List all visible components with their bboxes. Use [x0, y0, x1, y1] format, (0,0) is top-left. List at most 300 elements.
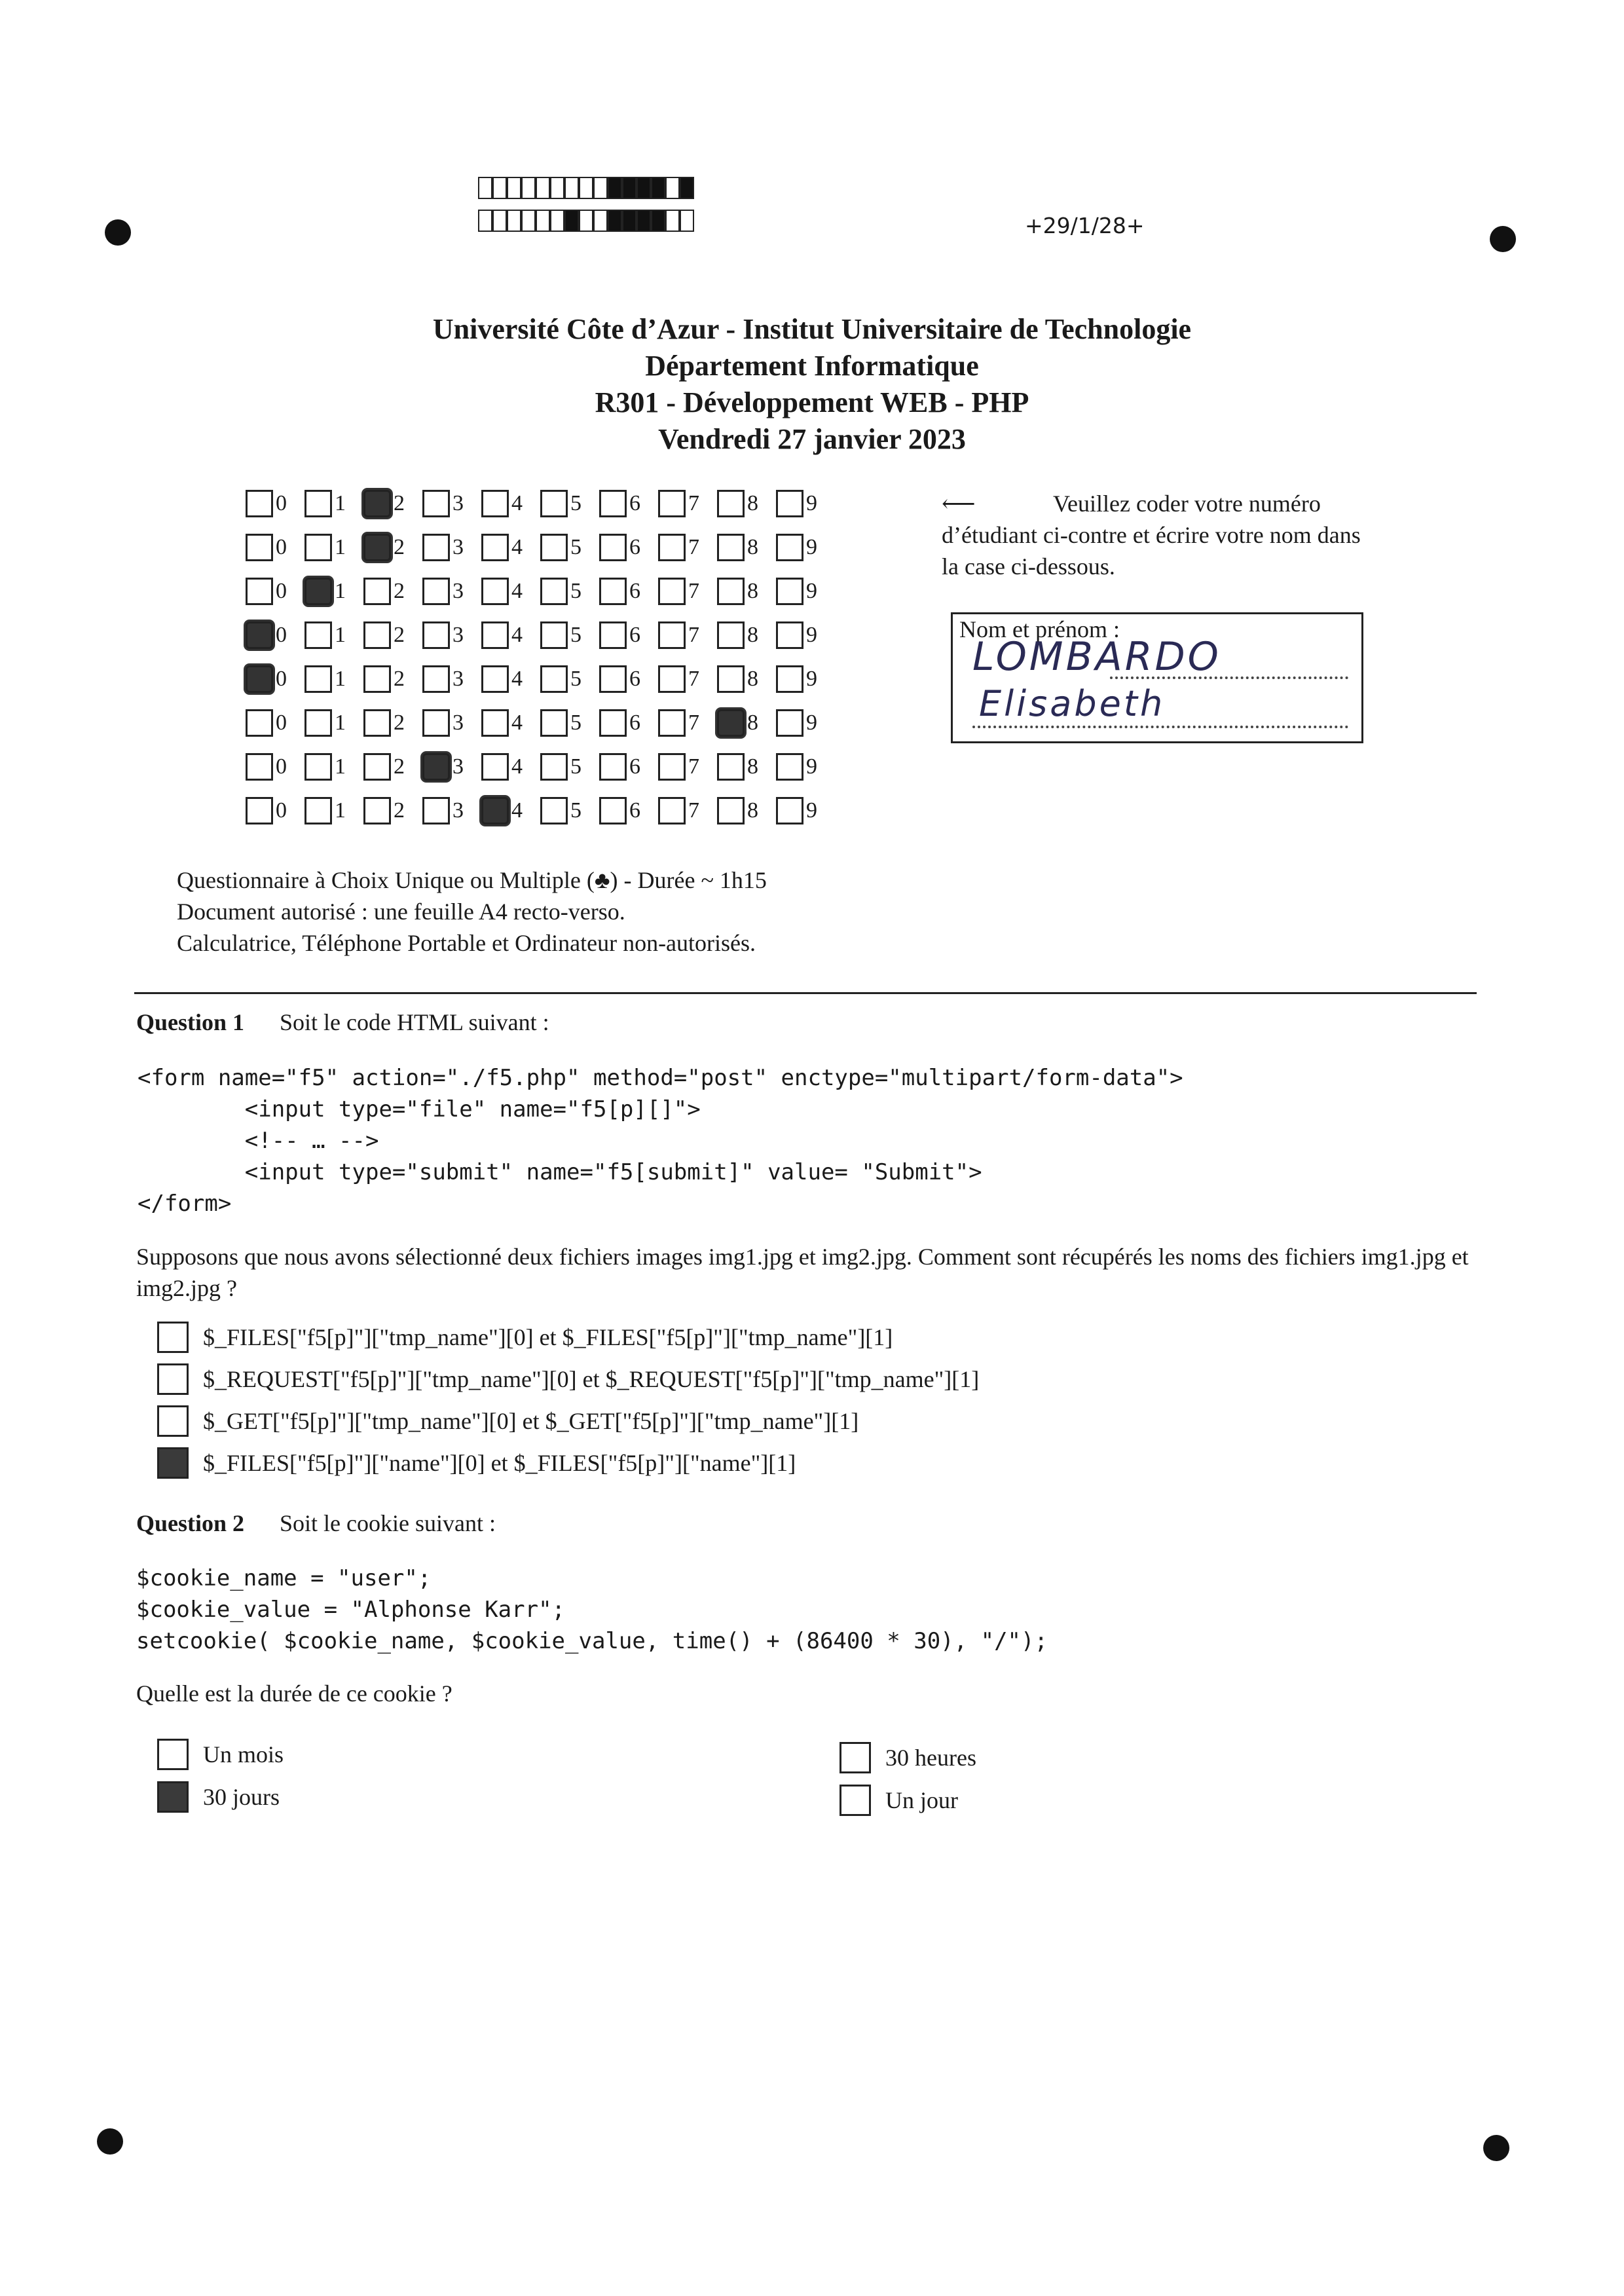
name-box-label: Nom et prénom :	[959, 616, 1120, 642]
digit-checkbox-checked[interactable]	[304, 578, 332, 605]
digit-label: 5	[570, 622, 581, 647]
question-2-title: Question 2	[136, 1510, 245, 1536]
digit-label: 0	[276, 491, 287, 515]
digit-label: 7	[688, 534, 699, 559]
answer-checkbox[interactable]	[840, 1742, 871, 1773]
digit-option[interactable]	[717, 490, 776, 517]
digit-label: 6	[629, 534, 640, 559]
digit-option[interactable]	[304, 753, 363, 781]
digit-option[interactable]	[658, 665, 717, 693]
digit-label: 8	[747, 754, 758, 779]
digit-label: 4	[511, 491, 523, 515]
digit-option[interactable]	[422, 621, 481, 649]
digit-option[interactable]	[658, 578, 717, 605]
question-1-code: <form name="f5" action="./f5.php" method="post" enctype="multipart/form-data"> <input type="file" name="f5[p][]"> <!-- … --> <input type="submit" name="f5[submit]" value= "Submit"> </form>	[138, 1065, 1183, 1217]
digit-option[interactable]	[246, 665, 304, 693]
digit-label: 8	[747, 578, 758, 603]
digit-checkbox[interactable]	[599, 709, 627, 737]
digit-label: 5	[570, 666, 581, 691]
digit-checkbox[interactable]	[658, 534, 686, 561]
digit-checkbox[interactable]	[599, 621, 627, 649]
digit-checkbox-checked[interactable]	[422, 753, 450, 781]
digit-label: 0	[276, 534, 287, 559]
digit-checkbox[interactable]	[246, 709, 273, 737]
digit-option[interactable]	[246, 534, 304, 561]
digit-label: 2	[394, 798, 405, 823]
digit-checkbox[interactable]	[246, 490, 273, 517]
digit-option[interactable]	[540, 534, 599, 561]
digit-option[interactable]	[658, 490, 717, 517]
digit-checkbox[interactable]	[540, 709, 568, 737]
digit-label: 1	[335, 491, 346, 515]
digit-checkbox[interactable]	[422, 665, 450, 693]
digit-label: 4	[511, 622, 523, 647]
digit-label: 7	[688, 666, 699, 691]
digit-option[interactable]	[658, 797, 717, 824]
digit-option[interactable]	[776, 490, 835, 517]
answer-label: 30 jours	[203, 1784, 280, 1810]
digit-label: 1	[335, 754, 346, 779]
digit-option[interactable]	[599, 753, 658, 781]
digit-option[interactable]	[599, 709, 658, 737]
handwritten-last-name: LOMBARDO	[972, 634, 1221, 680]
digit-label: 8	[747, 622, 758, 647]
student-number-row	[246, 613, 835, 657]
digit-option[interactable]	[658, 534, 717, 561]
digit-option[interactable]	[481, 490, 540, 517]
question-1-answer[interactable]	[157, 1447, 796, 1479]
answer-checkbox-checked[interactable]	[157, 1447, 189, 1479]
digit-label: 7	[688, 578, 699, 603]
digit-checkbox[interactable]	[481, 665, 509, 693]
digit-label: 2	[394, 754, 405, 779]
digit-label: 8	[747, 666, 758, 691]
digit-option[interactable]	[658, 621, 717, 649]
digit-checkbox[interactable]	[776, 621, 803, 649]
digit-checkbox[interactable]	[304, 709, 332, 737]
student-number-row	[246, 788, 835, 832]
digit-label: 6	[629, 710, 640, 735]
answer-checkbox[interactable]	[157, 1405, 189, 1437]
digit-checkbox[interactable]	[304, 797, 332, 824]
registration-mark-top-left	[105, 219, 131, 246]
digit-checkbox-checked[interactable]	[363, 490, 391, 517]
left-arrow-icon: ⟵	[942, 491, 976, 517]
digit-option[interactable]	[717, 578, 776, 605]
digit-checkbox[interactable]	[363, 797, 391, 824]
exam-info	[177, 864, 767, 959]
digit-option[interactable]	[540, 709, 599, 737]
digit-option[interactable]	[363, 578, 422, 605]
digit-checkbox[interactable]	[658, 797, 686, 824]
digit-option[interactable]	[304, 797, 363, 824]
digit-checkbox[interactable]	[304, 665, 332, 693]
digit-option[interactable]	[776, 578, 835, 605]
digit-option[interactable]	[363, 709, 422, 737]
digit-option[interactable]	[540, 621, 599, 649]
digit-checkbox[interactable]	[304, 753, 332, 781]
digit-option[interactable]	[717, 709, 776, 737]
digit-label: 9	[806, 798, 817, 823]
digit-option[interactable]	[599, 621, 658, 649]
digit-checkbox[interactable]	[481, 621, 509, 649]
question-2-text: Quelle est la durée de ce cookie ?	[136, 1680, 452, 1707]
digit-option[interactable]	[776, 709, 835, 737]
digit-option[interactable]	[540, 490, 599, 517]
digit-checkbox-checked[interactable]	[481, 797, 509, 824]
digit-label: 3	[452, 534, 464, 559]
digit-checkbox[interactable]	[540, 534, 568, 561]
digit-label: 9	[806, 754, 817, 779]
digit-option[interactable]	[422, 534, 481, 561]
digit-checkbox[interactable]	[776, 578, 803, 605]
digit-checkbox[interactable]	[658, 621, 686, 649]
student-number-row	[246, 745, 835, 788]
answer-checkbox[interactable]	[157, 1363, 189, 1395]
document-header	[0, 311, 1624, 458]
divider	[134, 992, 1477, 994]
digit-option[interactable]	[363, 534, 422, 561]
digit-checkbox[interactable]	[481, 753, 509, 781]
digit-checkbox[interactable]	[422, 797, 450, 824]
digit-option[interactable]	[599, 665, 658, 693]
digit-label: 9	[806, 578, 817, 603]
answer-label: $_FILES["f5[p]"]["name"][0] et $_FILES["f5[p]"]["name"][1]	[203, 1450, 796, 1476]
digit-option[interactable]	[304, 621, 363, 649]
digit-checkbox[interactable]	[304, 490, 332, 517]
digit-checkbox[interactable]	[246, 753, 273, 781]
digit-option[interactable]	[304, 490, 363, 517]
digit-option[interactable]	[422, 490, 481, 517]
digit-label: 5	[570, 798, 581, 823]
digit-checkbox[interactable]	[658, 709, 686, 737]
exam-info-line: Questionnaire à Choix Unique ou Multiple (♣) - Durée ~ 1h15	[177, 867, 767, 893]
digit-checkbox[interactable]	[304, 534, 332, 561]
digit-checkbox[interactable]	[363, 665, 391, 693]
answer-checkbox[interactable]	[157, 1322, 189, 1353]
digit-checkbox[interactable]	[599, 665, 627, 693]
digit-option[interactable]	[246, 578, 304, 605]
digit-checkbox[interactable]	[540, 578, 568, 605]
digit-label: 2	[394, 491, 405, 515]
digit-label: 3	[452, 491, 464, 515]
digit-checkbox-checked[interactable]	[246, 621, 273, 649]
digit-label: 6	[629, 622, 640, 647]
digit-label: 9	[806, 666, 817, 691]
sheet-barcode-bottom	[478, 210, 694, 232]
digit-checkbox[interactable]	[776, 753, 803, 781]
digit-checkbox[interactable]	[540, 665, 568, 693]
digit-checkbox[interactable]	[717, 665, 745, 693]
digit-option[interactable]	[363, 665, 422, 693]
digit-option[interactable]	[246, 797, 304, 824]
digit-option[interactable]	[658, 709, 717, 737]
exam-info-line: Document autorisé : une feuille A4 recto-verso.	[177, 898, 625, 925]
digit-checkbox[interactable]	[481, 709, 509, 737]
digit-option[interactable]	[422, 578, 481, 605]
handwritten-first-name: Elisabeth	[979, 683, 1166, 724]
sheet-code: +29/1/28+	[1025, 213, 1145, 238]
digit-checkbox-checked[interactable]	[246, 665, 273, 693]
answer-label: $_REQUEST["f5[p]"]["tmp_name"][0] et $_REQUEST["f5[p]"]["tmp_name"][1]	[203, 1366, 980, 1392]
digit-checkbox[interactable]	[481, 578, 509, 605]
digit-checkbox[interactable]	[599, 534, 627, 561]
digit-option[interactable]	[540, 753, 599, 781]
digit-option[interactable]	[481, 665, 540, 693]
digit-checkbox[interactable]	[304, 621, 332, 649]
digit-label: 9	[806, 534, 817, 559]
digit-option[interactable]	[246, 709, 304, 737]
digit-label: 7	[688, 798, 699, 823]
digit-option[interactable]	[481, 534, 540, 561]
answer-label: $_GET["f5[p]"]["tmp_name"][0] et $_GET["f5[p]"]["tmp_name"][1]	[203, 1408, 859, 1434]
digit-checkbox[interactable]	[363, 753, 391, 781]
name-box[interactable]	[951, 612, 1363, 743]
digit-label: 6	[629, 754, 640, 779]
question-1-answer[interactable]	[157, 1322, 893, 1353]
header-line-date: Vendredi 27 janvier 2023	[658, 423, 966, 455]
digit-label: 4	[511, 754, 523, 779]
digit-checkbox[interactable]	[776, 665, 803, 693]
digit-label: 2	[394, 666, 405, 691]
digit-checkbox[interactable]	[540, 753, 568, 781]
digit-option[interactable]	[599, 797, 658, 824]
digit-option[interactable]	[363, 797, 422, 824]
digit-option[interactable]	[481, 709, 540, 737]
answer-checkbox[interactable]	[157, 1739, 189, 1770]
digit-option[interactable]	[540, 665, 599, 693]
answer-label: Un mois	[203, 1741, 284, 1768]
digit-checkbox[interactable]	[422, 490, 450, 517]
digit-checkbox[interactable]	[599, 490, 627, 517]
digit-option[interactable]	[776, 797, 835, 824]
digit-option[interactable]	[717, 665, 776, 693]
registration-mark-bottom-left	[97, 2128, 123, 2155]
digit-option[interactable]	[304, 709, 363, 737]
digit-option[interactable]	[717, 621, 776, 649]
digit-checkbox[interactable]	[717, 534, 745, 561]
digit-label: 4	[511, 666, 523, 691]
digit-label: 0	[276, 622, 287, 647]
digit-checkbox[interactable]	[717, 490, 745, 517]
digit-checkbox[interactable]	[540, 490, 568, 517]
digit-option[interactable]	[304, 665, 363, 693]
digit-label: 7	[688, 622, 699, 647]
digit-option[interactable]	[246, 621, 304, 649]
digit-checkbox[interactable]	[540, 621, 568, 649]
digit-label: 6	[629, 578, 640, 603]
digit-label: 5	[570, 491, 581, 515]
digit-option[interactable]	[776, 621, 835, 649]
digit-option[interactable]	[776, 534, 835, 561]
digit-label: 2	[394, 534, 405, 559]
answer-label: $_FILES["f5[p]"]["tmp_name"][0] et $_FILES["f5[p]"]["tmp_name"][1]	[203, 1324, 893, 1350]
digit-option[interactable]	[717, 753, 776, 781]
digit-checkbox[interactable]	[422, 578, 450, 605]
question-2-answer[interactable]	[157, 1739, 284, 1770]
digit-checkbox[interactable]	[246, 797, 273, 824]
digit-checkbox[interactable]	[599, 753, 627, 781]
answer-checkbox-checked[interactable]	[157, 1781, 189, 1813]
question-1-heading	[136, 1009, 549, 1036]
digit-option[interactable]	[363, 621, 422, 649]
digit-checkbox[interactable]	[717, 753, 745, 781]
digit-label: 6	[629, 798, 640, 823]
digit-option[interactable]	[304, 578, 363, 605]
digit-option[interactable]	[363, 490, 422, 517]
digit-label: 7	[688, 491, 699, 515]
digit-option[interactable]	[363, 753, 422, 781]
digit-label: 8	[747, 710, 758, 735]
question-1-answer[interactable]	[157, 1405, 858, 1437]
digit-label: 2	[394, 622, 405, 647]
student-number-grid	[246, 481, 835, 832]
digit-option[interactable]	[599, 578, 658, 605]
digit-label: 5	[570, 754, 581, 779]
digit-label: 8	[747, 798, 758, 823]
digit-label: 3	[452, 798, 464, 823]
digit-checkbox[interactable]	[422, 709, 450, 737]
digit-label: 0	[276, 798, 287, 823]
digit-label: 3	[452, 710, 464, 735]
digit-checkbox[interactable]	[717, 578, 745, 605]
digit-checkbox[interactable]	[363, 578, 391, 605]
digit-option[interactable]	[422, 709, 481, 737]
digit-checkbox-checked[interactable]	[363, 534, 391, 561]
digit-label: 1	[335, 534, 346, 559]
digit-label: 4	[511, 578, 523, 603]
digit-label: 7	[688, 754, 699, 779]
digit-checkbox[interactable]	[658, 665, 686, 693]
digit-option[interactable]	[540, 578, 599, 605]
digit-label: 3	[452, 754, 464, 779]
digit-checkbox[interactable]	[540, 797, 568, 824]
digit-checkbox[interactable]	[717, 621, 745, 649]
digit-label: 1	[335, 798, 346, 823]
student-number-row	[246, 657, 835, 701]
question-1-text: Supposons que nous avons sélectionné deux fichiers images img1.jpg et img2.jpg. Comment sont récupérés les noms des fichiers img1.jpg et img2.jpg ?	[136, 1244, 1469, 1301]
student-number-row	[246, 481, 835, 525]
digit-checkbox[interactable]	[776, 534, 803, 561]
student-number-row	[246, 525, 835, 569]
digit-checkbox[interactable]	[246, 578, 273, 605]
digit-label: 9	[806, 710, 817, 735]
digit-label: 2	[394, 578, 405, 603]
digit-option[interactable]	[304, 534, 363, 561]
digit-checkbox[interactable]	[422, 534, 450, 561]
registration-mark-top-right	[1490, 226, 1516, 252]
question-2-heading	[136, 1509, 496, 1537]
digit-label: 0	[276, 578, 287, 603]
digit-checkbox[interactable]	[363, 621, 391, 649]
student-number-row	[246, 701, 835, 745]
digit-option[interactable]	[776, 665, 835, 693]
digit-option[interactable]	[481, 753, 540, 781]
exam-info-line: Calculatrice, Téléphone Portable et Ordinateur non-autorisés.	[177, 930, 756, 956]
digit-checkbox[interactable]	[658, 753, 686, 781]
question-2-code: $cookie_name = "user"; $cookie_value = "Alphonse Karr"; setcookie( $cookie_name, $cookie_value, time() + (86400 * 30), "/");	[136, 1565, 1048, 1654]
digit-checkbox[interactable]	[246, 534, 273, 561]
digit-label: 9	[806, 622, 817, 647]
digit-label: 0	[276, 666, 287, 691]
digit-label: 6	[629, 491, 640, 515]
header-line-university: Université Côte d’Azur - Institut Universitaire de Technologie	[432, 313, 1192, 345]
digit-checkbox[interactable]	[717, 797, 745, 824]
header-line-department: Département Informatique	[645, 350, 979, 382]
digit-option[interactable]	[717, 534, 776, 561]
student-number-row	[246, 569, 835, 613]
digit-label: 8	[747, 491, 758, 515]
digit-option[interactable]	[481, 621, 540, 649]
digit-checkbox[interactable]	[776, 490, 803, 517]
digit-label: 4	[511, 798, 523, 823]
digit-option[interactable]	[599, 490, 658, 517]
digit-option[interactable]	[422, 797, 481, 824]
digit-option[interactable]	[422, 753, 481, 781]
digit-label: 3	[452, 666, 464, 691]
question-2-answer[interactable]	[840, 1742, 976, 1773]
digit-label: 3	[452, 578, 464, 603]
digit-checkbox[interactable]	[481, 490, 509, 517]
digit-label: 4	[511, 534, 523, 559]
question-2-answer[interactable]	[840, 1785, 958, 1816]
digit-option[interactable]	[717, 797, 776, 824]
digit-checkbox[interactable]	[776, 709, 803, 737]
digit-checkbox-checked[interactable]	[717, 709, 745, 737]
question-1-title: Question 1	[136, 1009, 245, 1035]
instructions-text: Veuillez coder votre numéro d’étudiant ci-contre et écrire votre nom dans la case ci-dessous.	[942, 491, 1361, 580]
question-1-answer[interactable]	[157, 1363, 979, 1395]
registration-mark-bottom-right	[1483, 2135, 1509, 2161]
digit-checkbox[interactable]	[599, 797, 627, 824]
digit-option[interactable]	[658, 753, 717, 781]
question-1-prompt: Soit le code HTML suivant :	[280, 1009, 549, 1035]
question-2-prompt: Soit le cookie suivant :	[280, 1510, 496, 1536]
digit-checkbox[interactable]	[658, 578, 686, 605]
digit-label: 5	[570, 710, 581, 735]
digit-option[interactable]	[599, 534, 658, 561]
digit-label: 7	[688, 710, 699, 735]
digit-checkbox[interactable]	[422, 621, 450, 649]
digit-checkbox[interactable]	[481, 534, 509, 561]
digit-checkbox[interactable]	[658, 490, 686, 517]
digit-label: 4	[511, 710, 523, 735]
digit-label: 0	[276, 710, 287, 735]
digit-option[interactable]	[246, 753, 304, 781]
digit-checkbox[interactable]	[776, 797, 803, 824]
question-2-answer[interactable]	[157, 1781, 280, 1813]
digit-option[interactable]	[481, 797, 540, 824]
digit-label: 2	[394, 710, 405, 735]
digit-option[interactable]	[776, 753, 835, 781]
digit-label: 1	[335, 666, 346, 691]
digit-option[interactable]	[481, 578, 540, 605]
digit-checkbox[interactable]	[599, 578, 627, 605]
answer-checkbox[interactable]	[840, 1785, 871, 1816]
answer-label: 30 heures	[885, 1745, 976, 1771]
digit-checkbox[interactable]	[363, 709, 391, 737]
sheet-barcode-top	[478, 177, 694, 199]
header-line-course: R301 - Développement WEB - PHP	[595, 386, 1029, 418]
digit-label: 8	[747, 534, 758, 559]
digit-label: 5	[570, 578, 581, 603]
digit-option[interactable]	[246, 490, 304, 517]
digit-option[interactable]	[422, 665, 481, 693]
digit-label: 3	[452, 622, 464, 647]
digit-label: 1	[335, 710, 346, 735]
digit-label: 5	[570, 534, 581, 559]
digit-option[interactable]	[540, 797, 599, 824]
